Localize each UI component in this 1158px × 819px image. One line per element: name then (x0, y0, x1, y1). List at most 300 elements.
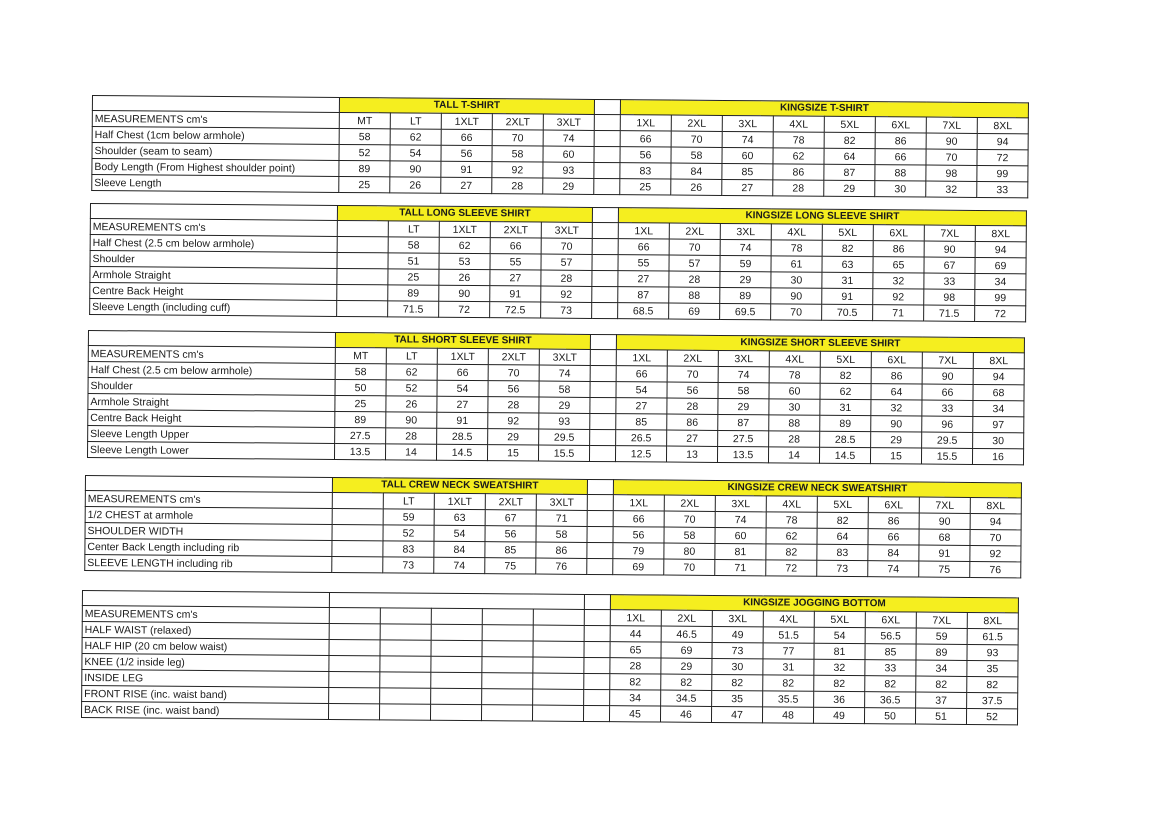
tall-value-cell: 57 (541, 254, 592, 270)
kingsize-value-cell: 45 (609, 706, 660, 722)
kingsize-value-cell: 86 (773, 164, 824, 180)
kingsize-value-cell: 66 (616, 366, 667, 382)
gap-cell (590, 365, 616, 381)
kingsize-value-cell: 82 (814, 675, 865, 691)
tall-value-cell: 83 (383, 541, 434, 557)
measurement-label: SHOULDER WIDTH (85, 523, 332, 541)
gap-cell (594, 178, 620, 194)
tall-value-cell (533, 657, 584, 673)
kingsize-size-header: 5XL (817, 496, 868, 512)
kingsize-value-cell: 89 (916, 644, 967, 660)
gap-cell (592, 302, 618, 318)
tall-value-cell: 15 (487, 445, 538, 461)
tall-value-cell: 62 (386, 364, 437, 380)
size-table (81, 590, 1019, 725)
tall-value-cell (380, 688, 431, 704)
gap-cell (592, 270, 618, 286)
tall-value-cell (533, 673, 584, 689)
tall-value-cell: 56 (441, 145, 492, 161)
tall-value-cell (379, 704, 430, 720)
kingsize-value-cell: 83 (817, 544, 868, 560)
kingsize-value-cell: 99 (977, 165, 1028, 181)
tall-size-header: LT (386, 348, 437, 364)
kingsize-value-cell: 82 (820, 367, 871, 383)
kingsize-value-cell: 16 (972, 448, 1023, 464)
tall-value-cell: 92 (492, 162, 543, 178)
measurement-label: HALF HIP (20 cm below waist) (82, 638, 329, 656)
tall-value-cell (332, 524, 383, 540)
kingsize-value-cell: 78 (771, 240, 822, 256)
size-table-short-sleeve (87, 330, 1025, 465)
kingsize-size-header: 7XL (924, 225, 975, 241)
kingsize-value-cell: 64 (817, 528, 868, 544)
tall-value-cell: 66 (437, 364, 488, 380)
gap-cell (590, 429, 616, 445)
tall-value-cell (328, 703, 379, 719)
kingsize-value-cell: 28 (610, 658, 661, 674)
kingsize-title: KINGSIZE CREW NECK SWEATSHIRT (613, 480, 1021, 498)
kingsize-size-header: 5XL (820, 351, 871, 367)
tall-size-header (482, 609, 533, 625)
kingsize-value-cell: 33 (922, 400, 973, 416)
size-table (91, 95, 1029, 198)
tall-size-header: 2XLT (490, 222, 541, 238)
kingsize-value-cell: 30 (875, 181, 926, 197)
tall-value-cell: 91 (441, 161, 492, 177)
tall-size-header: 2XLT (488, 349, 539, 365)
gap-cell (584, 609, 610, 625)
kingsize-value-cell: 29 (661, 658, 712, 674)
kingsize-value-cell: 84 (868, 545, 919, 561)
kingsize-value-cell: 87 (824, 164, 875, 180)
measurements-label: MEASUREMENTS cm's (92, 111, 339, 129)
tall-value-cell (329, 623, 380, 639)
measurement-label: Shoulder (90, 251, 337, 269)
tall-value-cell: 54 (437, 380, 488, 396)
kingsize-value-cell: 34.5 (661, 690, 712, 706)
kingsize-value-cell: 70.5 (822, 304, 873, 320)
tall-value-cell: 90 (386, 412, 437, 428)
kingsize-value-cell: 82 (766, 544, 817, 560)
kingsize-value-cell: 98 (926, 165, 977, 181)
kingsize-value-cell: 60 (722, 147, 773, 163)
kingsize-value-cell: 14 (768, 447, 819, 463)
kingsize-value-cell: 26.5 (616, 430, 667, 446)
kingsize-value-cell: 98 (924, 289, 975, 305)
tall-size-header: 3XLT (536, 494, 587, 510)
measurement-label: Centre Back Height (90, 283, 337, 301)
tall-value-cell: 51 (388, 253, 439, 269)
kingsize-size-header: 3XL (722, 115, 773, 131)
kingsize-value-cell: 70 (926, 149, 977, 165)
kingsize-value-cell: 28 (669, 271, 720, 287)
kingsize-value-cell: 69.5 (720, 303, 771, 319)
kingsize-value-cell: 65 (610, 642, 661, 658)
tall-value-cell: 74 (434, 557, 485, 573)
kingsize-value-cell: 34 (973, 400, 1024, 416)
size-table-sweatshirt (84, 475, 1022, 578)
kingsize-value-cell: 90 (919, 513, 970, 529)
gap-cell (584, 625, 610, 641)
kingsize-value-cell: 82 (610, 674, 661, 690)
tall-value-cell (533, 625, 584, 641)
kingsize-value-cell: 72 (975, 305, 1026, 321)
tall-value-cell: 89 (388, 285, 439, 301)
kingsize-title: KINGSIZE JOGGING BOTTOM (610, 595, 1018, 613)
kingsize-size-header: 7XL (926, 117, 977, 133)
kingsize-value-cell: 61.5 (967, 628, 1018, 644)
kingsize-value-cell: 70 (671, 131, 722, 147)
kingsize-value-cell: 68 (973, 384, 1024, 400)
kingsize-value-cell: 84 (671, 163, 722, 179)
kingsize-value-cell: 86 (875, 133, 926, 149)
tall-value-cell (482, 641, 533, 657)
kingsize-value-cell: 66 (620, 131, 671, 147)
kingsize-value-cell: 33 (865, 660, 916, 676)
size-table (87, 330, 1025, 465)
kingsize-value-cell: 57 (669, 255, 720, 271)
kingsize-value-cell: 97 (973, 416, 1024, 432)
tall-size-header (329, 607, 380, 623)
kingsize-value-cell: 66 (868, 529, 919, 545)
tall-value-cell: 28 (492, 178, 543, 194)
measurement-label: Half Chest (2.5 cm below armhole) (90, 235, 337, 253)
tall-value-cell: 27 (490, 270, 541, 286)
tall-value-cell: 90 (390, 161, 441, 177)
tall-value-cell (431, 672, 482, 688)
measurements-label: MEASUREMENTS cm's (88, 346, 335, 364)
kingsize-value-cell: 31 (763, 659, 814, 675)
kingsize-value-cell: 74 (715, 511, 766, 527)
kingsize-value-cell: 28 (769, 431, 820, 447)
kingsize-value-cell: 27 (618, 271, 669, 287)
gap-cell (587, 494, 613, 510)
tall-value-cell: 58 (335, 363, 386, 379)
tall-value-cell: 29 (488, 429, 539, 445)
kingsize-value-cell: 32 (814, 659, 865, 675)
tall-value-cell: 27.5 (335, 427, 386, 443)
gap-cell (584, 689, 610, 705)
tall-value-cell: 26 (390, 177, 441, 193)
tall-size-header (431, 608, 482, 624)
kingsize-value-cell: 69 (669, 303, 720, 319)
kingsize-value-cell: 70 (667, 366, 718, 382)
tall-size-header: 1XLT (437, 348, 488, 364)
tall-value-cell: 90 (439, 285, 490, 301)
kingsize-size-header: 6XL (871, 352, 922, 368)
kingsize-size-header: 6XL (875, 117, 926, 133)
tall-value-cell: 28 (541, 270, 592, 286)
tall-value-cell (482, 689, 533, 705)
kingsize-value-cell: 92 (970, 545, 1021, 561)
kingsize-value-cell: 81 (814, 643, 865, 659)
tall-value-cell (430, 704, 481, 720)
kingsize-size-header: 5XL (822, 224, 873, 240)
kingsize-size-header: 5XL (814, 611, 865, 627)
gap-cell (592, 238, 618, 254)
kingsize-size-header: 8XL (967, 612, 1018, 628)
tall-value-cell: 70 (492, 130, 543, 146)
tall-value-cell: 93 (539, 413, 590, 429)
tall-value-cell (337, 300, 388, 316)
gap-cell (594, 162, 620, 178)
gap-cell (592, 222, 618, 238)
size-table-long-sleeve (89, 203, 1027, 322)
kingsize-value-cell: 86 (871, 368, 922, 384)
gap-cell (590, 334, 616, 349)
kingsize-value-cell: 28 (773, 180, 824, 196)
kingsize-value-cell: 99 (975, 289, 1026, 305)
tall-value-cell (533, 689, 584, 705)
gap-cell (594, 99, 620, 114)
tall-value-cell (332, 540, 383, 556)
gap-cell (592, 254, 618, 270)
kingsize-value-cell: 87 (618, 287, 669, 303)
kingsize-value-cell: 32 (873, 273, 924, 289)
tall-value-cell: 53 (439, 253, 490, 269)
measurement-label: Half Chest (1cm below armhole) (92, 127, 339, 145)
kingsize-value-cell: 52 (966, 708, 1017, 724)
kingsize-size-header: 5XL (824, 116, 875, 132)
tall-value-cell: 91 (437, 412, 488, 428)
tall-value-cell: 92 (541, 286, 592, 302)
tall-value-cell: 58 (536, 526, 587, 542)
measurement-label: Centre Back Height (88, 410, 335, 428)
measurement-label: Armhole Straight (88, 394, 335, 412)
measurement-label: Center Back Length including rib (85, 539, 332, 557)
kingsize-value-cell: 69 (975, 257, 1026, 273)
kingsize-value-cell: 87 (718, 414, 769, 430)
kingsize-value-cell: 73 (817, 560, 868, 576)
kingsize-value-cell: 94 (970, 513, 1021, 529)
tall-size-header: 3XLT (543, 114, 594, 130)
gap-cell (587, 542, 613, 558)
tall-value-cell: 67 (485, 510, 536, 526)
kingsize-value-cell: 31 (820, 399, 871, 415)
measurements-label: MEASUREMENTS cm's (85, 491, 332, 509)
tall-title: TALL CREW NECK SWEATSHIRT (332, 477, 587, 494)
kingsize-size-header: 4XL (769, 351, 820, 367)
kingsize-value-cell: 46.5 (661, 626, 712, 642)
tall-value-cell: 25 (339, 176, 390, 192)
gap-cell (590, 349, 616, 365)
gap-cell (587, 510, 613, 526)
kingsize-size-header: 7XL (919, 497, 970, 513)
kingsize-value-cell: 90 (926, 133, 977, 149)
tall-value-cell: 71.5 (388, 301, 439, 317)
kingsize-value-cell: 59 (916, 628, 967, 644)
tall-value-cell: 71 (536, 510, 587, 526)
tall-value-cell: 66 (490, 238, 541, 254)
gap-cell (594, 114, 620, 130)
kingsize-value-cell: 96 (922, 416, 973, 432)
measurement-label: Body Length (From Highest shoulder point) (92, 159, 339, 177)
tall-value-cell: 52 (386, 380, 437, 396)
kingsize-value-cell: 82 (916, 676, 967, 692)
gap-cell (594, 146, 620, 162)
kingsize-value-cell: 66 (613, 511, 664, 527)
kingsize-value-cell: 30 (769, 399, 820, 415)
kingsize-value-cell: 82 (817, 512, 868, 528)
kingsize-size-header: 2XL (661, 610, 712, 626)
kingsize-value-cell: 70 (970, 529, 1021, 545)
measurement-label: KNEE (1/2 inside leg) (82, 654, 329, 672)
kingsize-value-cell: 64 (824, 148, 875, 164)
tall-size-header: MT (339, 112, 390, 128)
tall-size-header: LT (383, 493, 434, 509)
tall-value-cell (482, 625, 533, 641)
kingsize-value-cell: 81 (715, 543, 766, 559)
kingsize-value-cell: 15.5 (921, 448, 972, 464)
tall-value-cell (533, 641, 584, 657)
kingsize-title: KINGSIZE T-SHIRT (620, 100, 1028, 118)
size-table-jogging (81, 590, 1019, 725)
kingsize-size-header: 3XL (720, 223, 771, 239)
tall-value-cell (482, 673, 533, 689)
kingsize-value-cell: 58 (664, 527, 715, 543)
measurement-label: Sleeve Length Upper (88, 426, 335, 444)
kingsize-value-cell: 89 (820, 415, 871, 431)
kingsize-value-cell: 34 (916, 660, 967, 676)
tall-value-cell: 75 (485, 558, 536, 574)
kingsize-value-cell: 70 (771, 304, 822, 320)
tall-value-cell: 55 (490, 254, 541, 270)
kingsize-size-header: 1XL (613, 495, 664, 511)
kingsize-value-cell: 86 (868, 513, 919, 529)
kingsize-value-cell: 86 (873, 241, 924, 257)
kingsize-value-cell: 46 (660, 706, 711, 722)
kingsize-value-cell: 80 (664, 543, 715, 559)
tall-value-cell: 54 (434, 525, 485, 541)
tall-value-cell: 93 (543, 162, 594, 178)
tall-value-cell (337, 268, 388, 284)
gap-cell (587, 479, 613, 494)
kingsize-value-cell: 49 (813, 707, 864, 723)
kingsize-value-cell: 78 (773, 132, 824, 148)
tall-value-cell: 56 (485, 526, 536, 542)
tall-value-cell (337, 284, 388, 300)
kingsize-value-cell: 78 (769, 367, 820, 383)
kingsize-value-cell: 27 (667, 430, 718, 446)
kingsize-value-cell: 74 (718, 366, 769, 382)
measurement-label: HALF WAIST (relaxed) (82, 622, 329, 640)
tall-value-cell: 15.5 (538, 445, 589, 461)
kingsize-value-cell: 28 (667, 398, 718, 414)
tall-value-cell (481, 705, 532, 721)
measurement-label: 1/2 CHEST at armhole (85, 507, 332, 525)
kingsize-value-cell: 69 (661, 642, 712, 658)
kingsize-value-cell: 50 (864, 708, 915, 724)
tall-size-header (332, 492, 383, 508)
kingsize-value-cell: 48 (762, 707, 813, 723)
kingsize-value-cell: 71 (873, 305, 924, 321)
tall-value-cell: 29 (543, 178, 594, 194)
gap-cell (589, 445, 615, 461)
kingsize-title: KINGSIZE SHORT SLEEVE SHIRT (616, 335, 1024, 353)
kingsize-value-cell: 88 (769, 415, 820, 431)
kingsize-value-cell: 35 (712, 690, 763, 706)
kingsize-value-cell: 88 (669, 287, 720, 303)
measurements-label: MEASUREMENTS cm's (82, 606, 329, 624)
kingsize-value-cell: 60 (715, 527, 766, 543)
tall-size-header (337, 220, 388, 236)
kingsize-value-cell: 49 (712, 626, 763, 642)
kingsize-size-header: 1XL (620, 115, 671, 131)
kingsize-value-cell: 58 (718, 382, 769, 398)
tall-size-header: 3XLT (539, 349, 590, 365)
kingsize-value-cell: 63 (822, 256, 873, 272)
tall-value-cell (380, 624, 431, 640)
kingsize-value-cell: 68 (919, 529, 970, 545)
kingsize-value-cell: 32 (926, 181, 977, 197)
measurement-label: Sleeve Length (including cuff) (90, 299, 337, 317)
kingsize-value-cell: 29.5 (922, 432, 973, 448)
kingsize-size-header: 3XL (718, 350, 769, 366)
kingsize-value-cell: 56 (620, 147, 671, 163)
gap-cell (584, 641, 610, 657)
kingsize-value-cell: 82 (822, 240, 873, 256)
tall-value-cell: 14.5 (436, 444, 487, 460)
size-table (84, 475, 1022, 578)
kingsize-value-cell: 29 (824, 180, 875, 196)
kingsize-size-header: 4XL (763, 611, 814, 627)
tall-value-cell: 14 (385, 444, 436, 460)
kingsize-value-cell: 15 (870, 448, 921, 464)
gap-cell (594, 130, 620, 146)
kingsize-size-header: 6XL (865, 612, 916, 628)
kingsize-value-cell: 83 (620, 163, 671, 179)
tall-value-cell: 13.5 (334, 443, 385, 459)
tall-size-header (380, 608, 431, 624)
size-table-t-shirt (91, 95, 1029, 198)
kingsize-value-cell: 33 (977, 181, 1028, 197)
kingsize-value-cell: 70 (664, 511, 715, 527)
tall-size-header: MT (335, 347, 386, 363)
kingsize-value-cell: 69 (613, 559, 664, 575)
tall-value-cell: 50 (335, 379, 386, 395)
kingsize-size-header: 8XL (970, 497, 1021, 513)
tall-value-cell: 25 (335, 395, 386, 411)
tall-value-cell: 89 (339, 160, 390, 176)
kingsize-size-header: 1XL (616, 350, 667, 366)
kingsize-value-cell: 94 (975, 241, 1026, 257)
kingsize-value-cell: 82 (763, 675, 814, 691)
measurement-label: Armhole Straight (90, 267, 337, 285)
kingsize-value-cell: 68.5 (618, 303, 669, 319)
tall-value-cell (329, 639, 380, 655)
gap-cell (583, 705, 609, 721)
tall-value-cell: 73 (541, 302, 592, 318)
kingsize-value-cell: 72 (977, 149, 1028, 165)
tall-size-header: 2XLT (492, 114, 543, 130)
kingsize-value-cell: 65 (873, 257, 924, 273)
kingsize-value-cell: 90 (924, 241, 975, 257)
tall-value-cell: 73 (383, 557, 434, 573)
tall-value-cell: 62 (390, 129, 441, 145)
measurement-label: Shoulder (88, 378, 335, 396)
kingsize-size-header: 8XL (977, 117, 1028, 133)
kingsize-value-cell: 66 (922, 384, 973, 400)
measurement-label: FRONT RISE (inc. waist band) (82, 686, 329, 704)
kingsize-value-cell: 74 (868, 561, 919, 577)
tall-title: TALL T-SHIRT (339, 97, 594, 114)
gap-cell (590, 381, 616, 397)
tall-value-cell: 52 (383, 525, 434, 541)
tall-value-cell (329, 687, 380, 703)
gap-cell (592, 286, 618, 302)
kingsize-value-cell: 26 (671, 179, 722, 195)
tall-size-header: 2XLT (485, 494, 536, 510)
